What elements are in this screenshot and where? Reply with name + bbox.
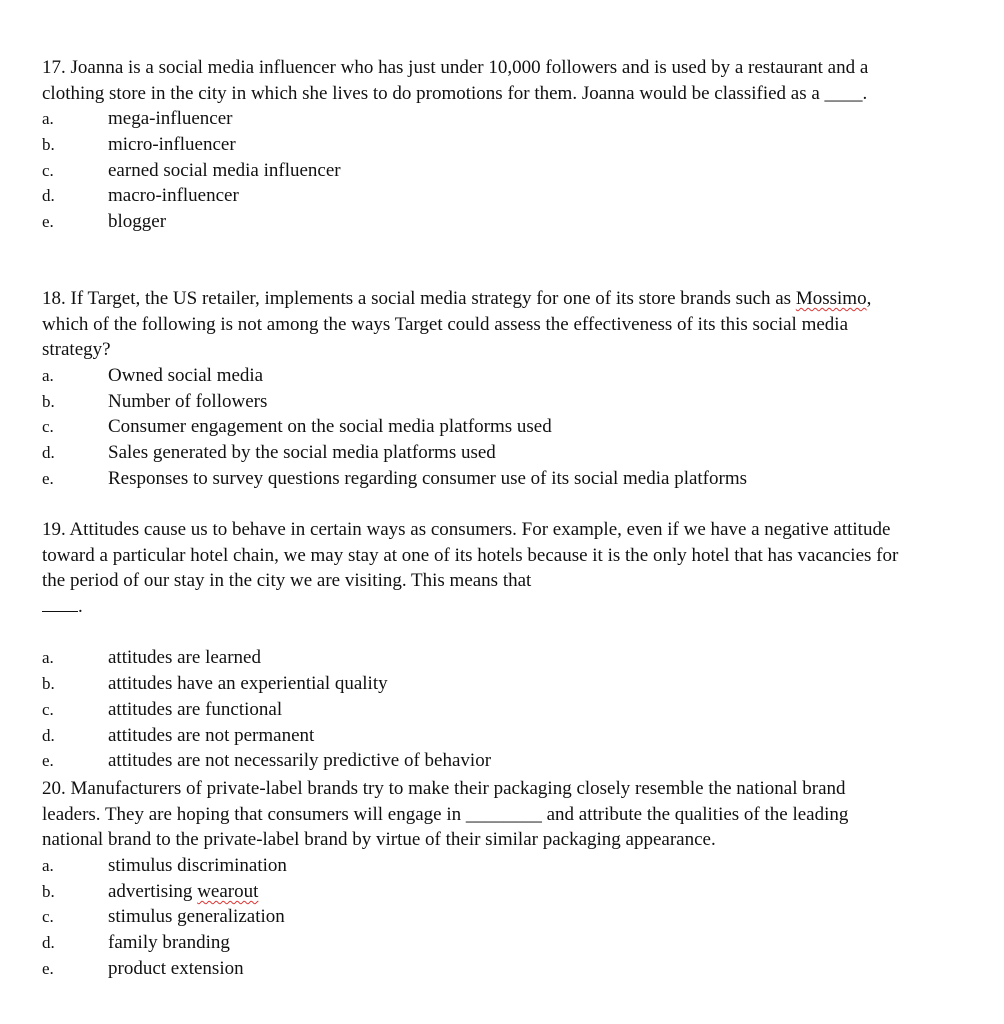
option-a [42, 363, 902, 389]
spellcheck-flagged-word[interactable]: wearout [197, 880, 259, 902]
option-text: macro-influencer [108, 185, 239, 207]
option-c [42, 414, 902, 440]
spellcheck-flagged-word[interactable]: Mossimo [795, 288, 867, 309]
option-text: attitudes are functional [108, 698, 283, 720]
answer-options [42, 363, 902, 491]
option-text [108, 879, 902, 905]
option-d [42, 440, 902, 466]
stem-text-before: 18. If Target, the US retailer, implements a social media strategy for one of its store brands such as [42, 288, 796, 309]
option-d [42, 723, 902, 749]
question-17 [42, 55, 902, 235]
option-text: blogger [108, 211, 167, 233]
option-text: attitudes are learned [108, 647, 261, 669]
option-b [42, 671, 902, 697]
option-letter: b. [42, 135, 55, 155]
option-b [42, 132, 902, 158]
spacer [42, 620, 902, 646]
question-stem: 19. Attitudes cause us to behave in certain ways as consumers. For example, even if we have a negative attitude toward a particular hotel chain, we may stay at one of its hotels because it is the only hotel that has vacancies for the period of our stay in the city we are visiting. This means that [42, 519, 899, 592]
option-letter: e. [42, 958, 54, 978]
option-letter: d. [42, 186, 55, 206]
option-text-before: advertising [108, 880, 198, 902]
option-text: attitudes are not permanent [108, 724, 315, 746]
stem-text-after: , which of the following is not among the ways Target could assess the effectiveness of its this social media strategy? [42, 288, 872, 361]
option-b [42, 389, 902, 415]
option-letter: c. [42, 160, 54, 180]
option-letter: e. [42, 751, 54, 771]
option-letter: a. [42, 856, 54, 876]
option-letter: a. [42, 366, 54, 386]
option-text: Owned social media [108, 365, 264, 387]
question-19 [42, 517, 902, 774]
question-stem: 17. Joanna is a social media influencer who has just under 10,000 followers and is used by a restaurant and a clothing store in the city in which she lives to do promotions for them. Joanna would be classified as a ____. [42, 57, 869, 104]
option-e [42, 466, 902, 492]
answer-options [42, 106, 902, 234]
option-text: Sales generated by the social media platforms used [108, 442, 496, 464]
question-stem: 20. Manufacturers of private-label brands try to make their packaging closely resemble the national brand leaders. They are hoping that consumers will engage in ________ and attribute the qualities of the leading national brand to the private-label brand by virtue of their similar packaging appearance. [42, 778, 849, 851]
option-letter: c. [42, 417, 54, 437]
option-letter: e. [42, 212, 54, 232]
option-letter: b. [42, 391, 55, 411]
option-text: earned social media influencer [108, 159, 341, 181]
option-a [42, 853, 902, 879]
question-18 [42, 286, 902, 492]
question-stem [42, 286, 902, 363]
option-text: family branding [108, 932, 230, 954]
option-c [42, 158, 902, 184]
option-d [42, 930, 902, 956]
option-e [42, 748, 902, 774]
option-letter: d. [42, 933, 55, 953]
option-c [42, 904, 902, 930]
option-text: Responses to survey questions regarding consumer use of its social media platforms [108, 467, 748, 489]
option-letter: c. [42, 907, 54, 927]
option-letter: b. [42, 881, 55, 901]
option-d [42, 183, 902, 209]
answer-blank [42, 594, 902, 620]
option-c [42, 697, 902, 723]
option-e [42, 956, 902, 982]
option-letter: b. [42, 674, 55, 694]
option-letter: a. [42, 109, 54, 129]
option-a [42, 645, 902, 671]
blank-underline [42, 594, 78, 612]
option-text: mega-influencer [108, 108, 233, 130]
option-letter: d. [42, 725, 55, 745]
option-text: Number of followers [108, 390, 268, 412]
option-a [42, 106, 902, 132]
option-letter: d. [42, 443, 55, 463]
option-text: product extension [108, 957, 244, 979]
option-text: micro-influencer [108, 134, 236, 156]
option-letter: a. [42, 648, 54, 668]
option-text: stimulus discrimination [108, 855, 287, 877]
answer-options [42, 853, 902, 981]
option-letter: c. [42, 699, 54, 719]
option-e [42, 209, 902, 235]
question-20 [42, 776, 902, 982]
option-text: Consumer engagement on the social media platforms used [108, 416, 552, 438]
answer-options [42, 645, 902, 773]
option-text: stimulus generalization [108, 906, 285, 928]
option-text: attitudes are not necessarily predictive of behavior [108, 750, 492, 772]
option-text: attitudes have an experiential quality [108, 673, 388, 695]
option-letter: e. [42, 468, 54, 488]
option-b [42, 879, 902, 905]
blank-period: . [78, 596, 83, 618]
